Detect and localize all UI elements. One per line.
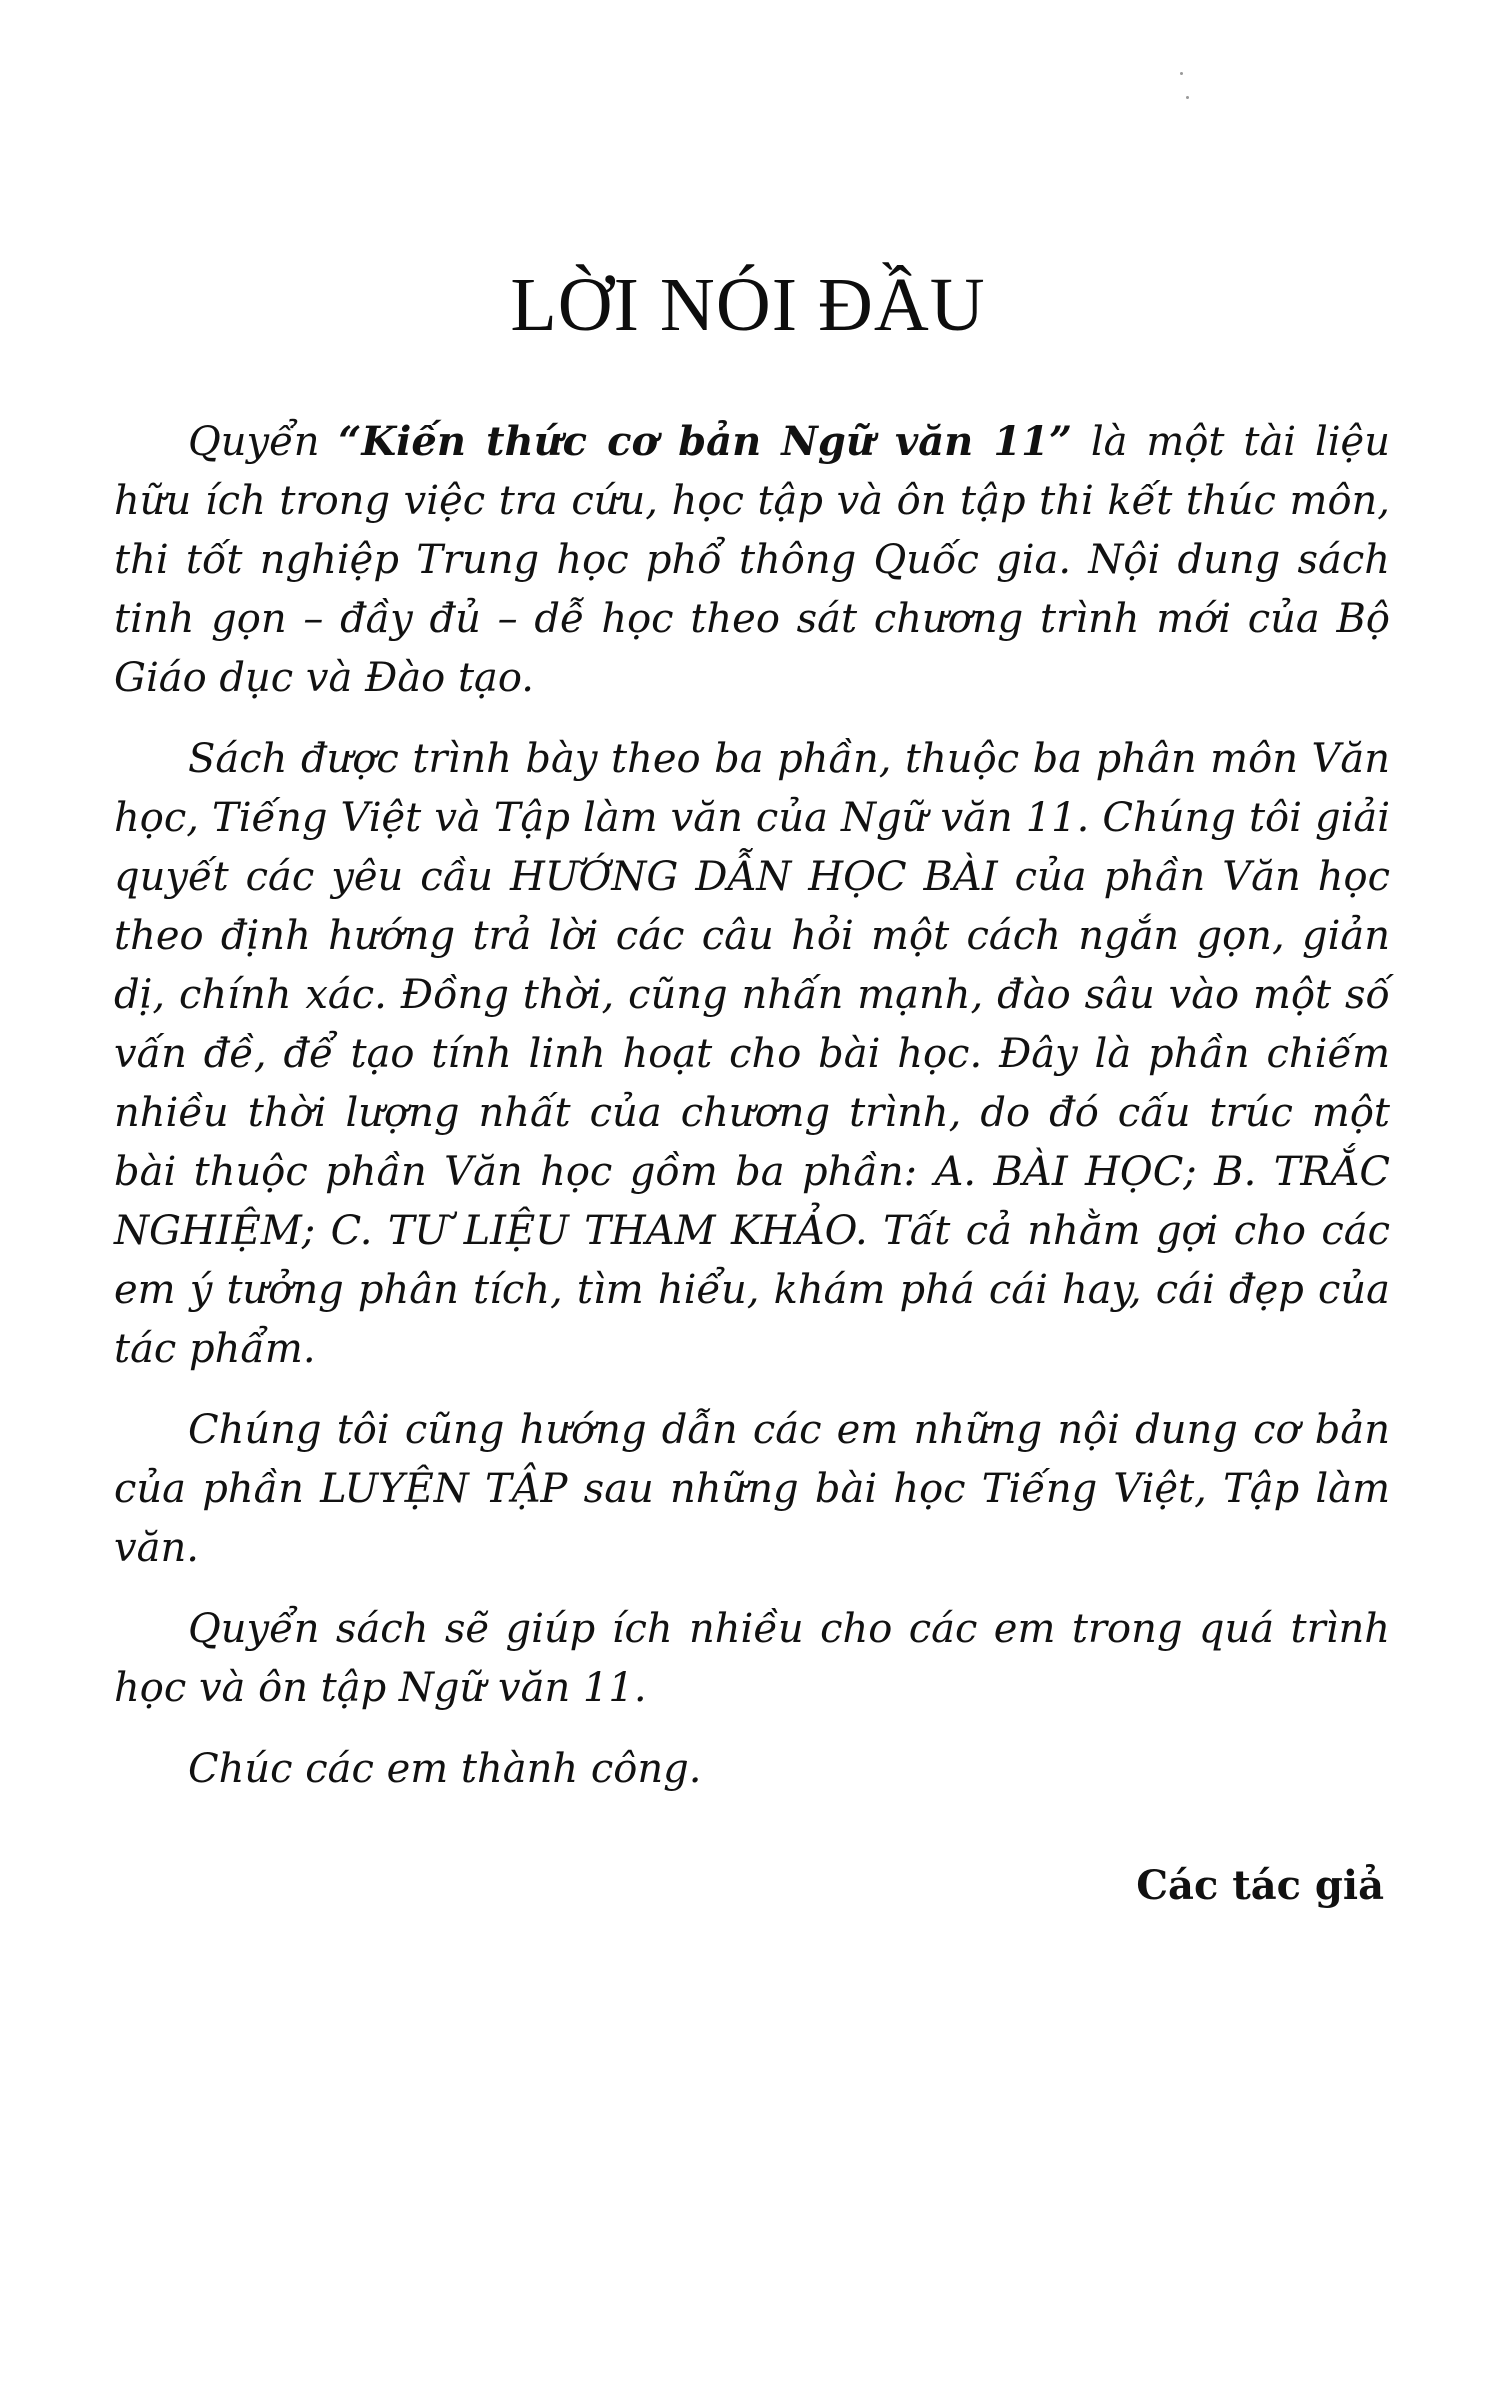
preface-body xyxy=(114,412,1390,1821)
paragraph-rest: là một tài liệu hữu ích trong việc tra cứu, học tập và ôn tập thi kết thúc môn, thi tốt nghiệp Trung học phổ thông Quốc gia. Nội dung sách tinh gọn – đầy đủ – dễ học theo sát chương trình mới của Bộ Giáo dục và Đào tạo. xyxy=(114,419,1390,701)
preface-paragraph-1 xyxy=(114,412,1390,708)
book-title-emphasis: “Kiến thức cơ bản Ngữ văn 11” xyxy=(338,418,1072,465)
preface-paragraph-3: Chúng tôi cũng hướng dẫn các em những nội dung cơ bản của phần LUYỆN TẬP sau những bài học Tiếng Việt, Tập làm văn. xyxy=(114,1407,1390,1571)
paragraph-lead: Quyển xyxy=(188,419,339,465)
page-title: LỜI NÓI ĐẦU xyxy=(510,263,986,347)
scan-speck xyxy=(1180,72,1183,75)
preface-paragraph-2: Sách được trình bày theo ba phần, thuộc ba phân môn Văn học, Tiếng Việt và Tập làm văn của Ngữ văn 11. Chúng tôi giải quyết các yêu cầu HƯỚNG DẪN HỌC BÀI của phần Văn học theo định hướng trả lời các câu hỏi một cách ngắn gọn, giản dị, chính xác. Đồng thời, cũng nhấn mạnh, đào sâu vào một số vấn đề, để tạo tính linh hoạt cho bài học. Đây là phần chiếm nhiều thời lượng nhất của chương trình, do đó cấu trúc một bài thuộc phần Văn học gồm ba phần: A. BÀI HỌC; B. TRẮC NGHIỆM; C. TƯ LIỆU THAM KHẢO. Tất cả nhằm gợi cho các em ý tưởng phân tích, tìm hiểu, khám phá cái hay, cái đẹp của tác phẩm. xyxy=(114,736,1390,1372)
preface-paragraph-4: Quyển sách sẽ giúp ích nhiều cho các em trong quá trình học và ôn tập Ngữ văn 11. xyxy=(114,1606,1390,1711)
preface-paragraph-5: Chúc các em thành công. xyxy=(188,1746,702,1792)
signature: Các tác giả xyxy=(1136,1862,1384,1909)
scan-speck xyxy=(1186,96,1189,99)
